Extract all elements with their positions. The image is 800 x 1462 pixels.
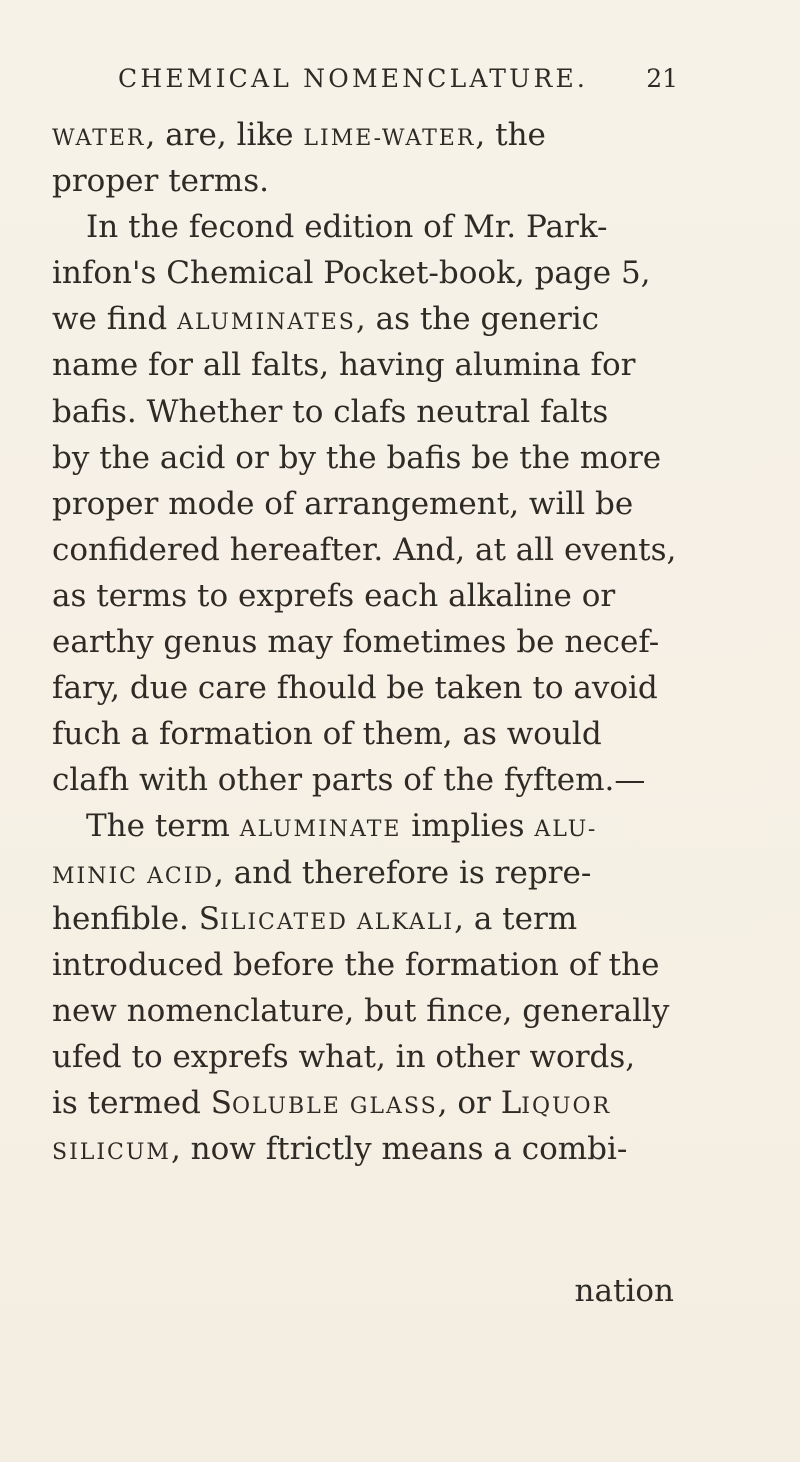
small-caps-term: IQUOR (521, 1093, 612, 1119)
text-run: , a term (454, 900, 578, 937)
body-text (52, 112, 692, 1172)
text-line (52, 711, 692, 757)
text-run: , the (475, 117, 546, 153)
text-run: confidered hereafter. And, at all events, (52, 531, 677, 568)
small-caps-term: WATER (52, 126, 146, 151)
text-run: is termed (52, 1084, 211, 1121)
page-header (118, 64, 678, 104)
small-caps-term: SILICUM (52, 1140, 171, 1166)
page-number: 21 (646, 64, 678, 93)
text-line (52, 803, 692, 849)
text-line (52, 573, 692, 619)
small-caps-term: OLUBLE GLASS (232, 1093, 438, 1119)
small-caps-term: MINIC ACID (52, 863, 215, 889)
text-run: In the fecond edition of Mr. Park- (86, 209, 608, 246)
text-run: ufed to exprefs what, in other words, (52, 1038, 636, 1075)
text-line (52, 342, 692, 388)
text-line (52, 435, 692, 481)
text-run: The term (86, 808, 240, 845)
text-run: , and therefore is repre- (214, 854, 592, 891)
text-line (52, 988, 692, 1034)
text-line (52, 896, 692, 942)
text-run: S (210, 1084, 232, 1121)
text-run: , now ftrictly means a combi- (170, 1131, 628, 1168)
text-line (52, 850, 692, 896)
small-caps-term: ALUMINATES (177, 310, 356, 336)
text-run: proper terms. (52, 163, 269, 200)
small-caps-term: LIME-WATER (303, 126, 476, 151)
text-line (52, 204, 692, 250)
text-line (52, 250, 692, 296)
text-line (52, 481, 692, 527)
text-run: new nomenclature, but fince, generally (52, 992, 670, 1029)
text-line (52, 619, 692, 665)
text-run: implies (401, 808, 535, 845)
text-run: S (198, 900, 221, 937)
text-line (52, 112, 692, 158)
text-line (52, 665, 692, 711)
text-run: as terms to exprefs each alkaline or (52, 577, 616, 614)
catchword: nation (574, 1273, 674, 1309)
text-run: fary, due care fhould be taken to avoid (52, 670, 658, 707)
text-run: , as the generic (355, 301, 600, 338)
small-caps-term: ILICATED ALKALI (220, 909, 455, 935)
text-line (52, 389, 692, 435)
text-run: name for all falts, having alumina for (52, 347, 636, 384)
small-caps-term: ALU- (534, 817, 598, 843)
running-head: CHEMICAL NOMENCLATURE. (118, 64, 589, 93)
small-caps-term: ALUMINATE (239, 817, 402, 843)
text-line (52, 158, 692, 204)
text-run: bafis. Whether to clafs neutral falts (52, 393, 609, 430)
text-line (52, 1034, 692, 1080)
text-run: clafh with other parts of the fyftem.— (52, 762, 646, 799)
text-line (52, 527, 692, 573)
text-run: henfible. (52, 900, 199, 937)
text-line (52, 942, 692, 988)
text-line (52, 757, 692, 803)
text-run: infon's Chemical Pocket-book, page 5, (52, 255, 651, 292)
text-run: L (500, 1084, 522, 1121)
text-run: proper mode of arrangement, will be (52, 485, 634, 522)
text-line (52, 296, 692, 342)
text-run: fuch a formation of them, as would (52, 716, 602, 753)
text-run: , or (437, 1084, 501, 1121)
text-line (52, 1126, 692, 1172)
text-run: by the acid or by the bafis be the more (52, 439, 662, 476)
text-run: introduced before the formation of the (52, 946, 660, 983)
text-run: we find (52, 301, 178, 338)
text-run: earthy genus may fometimes be necef- (52, 624, 660, 661)
text-run: , are, like (145, 117, 304, 153)
text-line (52, 1080, 692, 1126)
